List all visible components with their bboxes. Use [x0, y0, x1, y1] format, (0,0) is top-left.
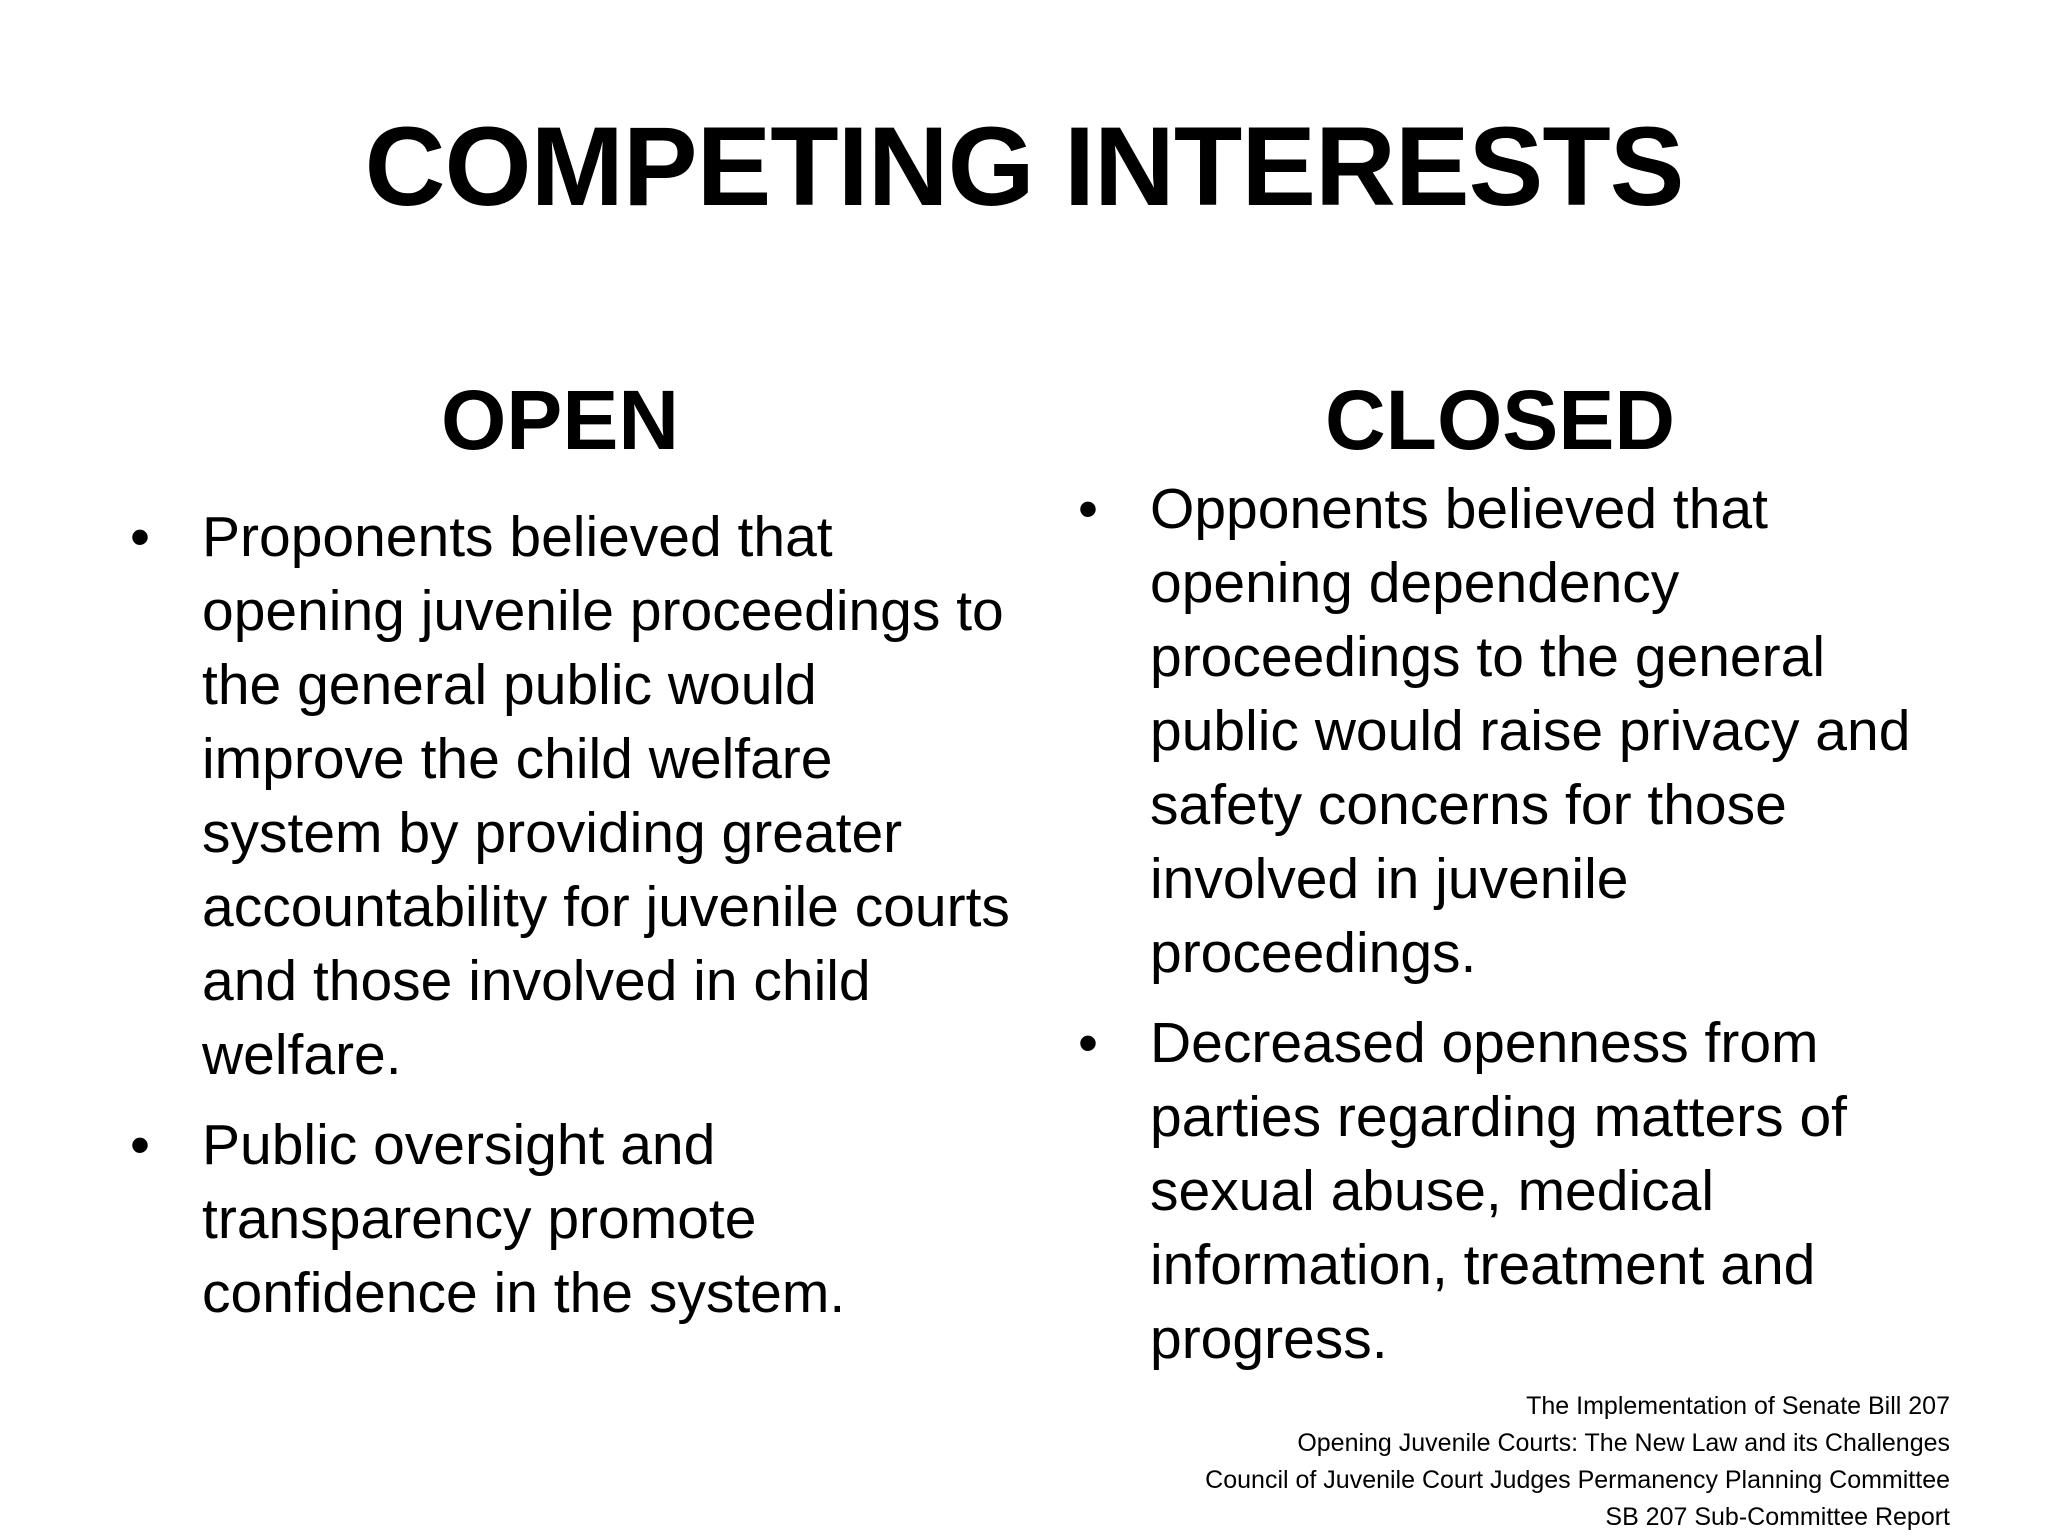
open-bullet-item: [120, 500, 1020, 1092]
open-bullet-text: Proponents believed that opening juvenile proceedings to the general public would improve the child welfare system by providing greater accountability for juvenile courts and those involved in child welfare.: [202, 505, 1010, 1087]
bullet-icon: •: [130, 505, 150, 569]
closed-bullet-text: Decreased openness from parties regarding matters of sexual abuse, medical information, treatment and progress.: [1150, 1011, 1847, 1371]
bullet-icon: •: [130, 1113, 150, 1177]
closed-bullet-item: [1068, 472, 1968, 990]
open-heading: OPEN: [440, 373, 680, 467]
open-bullet-list: [120, 500, 1020, 1346]
citation-line: Opening Juvenile Courts: The New Law and its Challenges: [1297, 1429, 1950, 1457]
closed-heading: CLOSED: [1324, 373, 1676, 467]
citation-line: SB 207 Sub-Committee Report: [1605, 1503, 1950, 1531]
bullet-icon: •: [1078, 1011, 1098, 1075]
closed-bullet-item: [1068, 1006, 1968, 1376]
bullet-icon: •: [1078, 477, 1098, 541]
closed-bullet-text: Opponents believed that opening dependency proceedings to the general public would raise privacy and safety concerns for those involved in juvenile proceedings.: [1150, 477, 1911, 985]
closed-bullet-list: [1068, 472, 1968, 1392]
open-bullet-item: [120, 1108, 1020, 1330]
citation-line: The Implementation of Senate Bill 207: [1526, 1392, 1950, 1420]
citation-line: Council of Juvenile Court Judges Permanency Planning Committee: [1205, 1466, 1950, 1494]
citation: [1205, 1388, 1950, 1536]
open-bullet-text: Public oversight and transparency promote confidence in the system.: [202, 1113, 846, 1325]
slide-title: COMPETING INTERESTS: [364, 104, 1684, 229]
